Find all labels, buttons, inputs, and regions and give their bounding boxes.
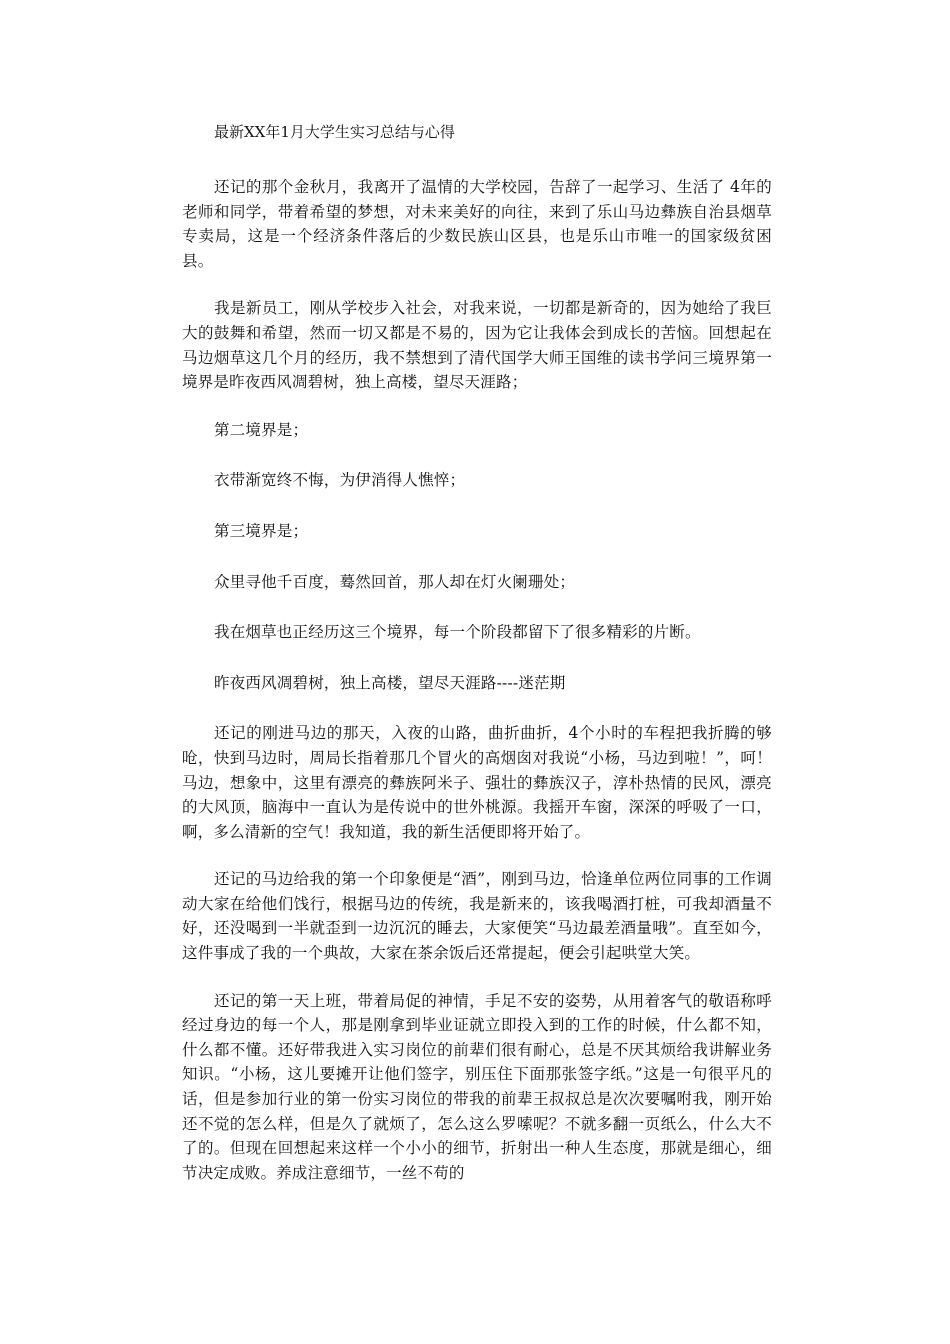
paragraph-4: 衣带渐宽终不悔，为伊消得人憔悴； <box>214 471 466 490</box>
section-heading-confusion-period: 昨夜西风凋碧树，独上高楼，望尽天涯路----迷茫期 <box>214 673 566 692</box>
document-page <box>182 120 772 1208</box>
paragraph-2: 我是新员工，刚从学校步入社会，对我来说，一切都是新奇的，因为她给了我巨大的鼓舞和希望，然而一切又都是不易的，因为它让我体会到成长的苦恼。回想起在马边烟草这几个月的经历，我不禁想到了清代国学大师王国维的读书学问三境界第一境界是昨夜西风凋碧树，独上高楼，望尽天涯路； <box>182 299 772 392</box>
paragraph-5: 第三境界是； <box>214 521 309 540</box>
document-title: 最新XX年1月大学生实习总结与心得 <box>214 123 455 141</box>
paragraph-6: 众里寻他千百度，蓦然回首，那人却在灯火阑珊处； <box>214 572 576 591</box>
paragraph-9: 还记的刚进马边的那天，入夜的山路，曲折曲折，4个小时的车程把我折腾的够呛，快到马边时，周局长指着那几个冒火的高烟囱对我说“小杨，马边到啦！”，呵！马边，想象中，这里有漂亮的彝族阿米子、强壮的彝族汉子，淳朴热情的民风，漂亮的大风顶，脑海中一直认为是传说中的世外桃源。我摇开车窗，深深的呼吸了一口，啊，多么清新的空气！我知道，我的新生活便即将开始了。 <box>182 724 772 841</box>
paragraph-1: 还记的那个金秋月，我离开了温情的大学校园，告辞了一起学习、生活了 4年的老师和同学，带着希望的梦想，对未来美好的向往，来到了乐山马边彝族自治县烟草专卖局，这是一个经济条件落后的少数民族山区县，也是乐山市唯一的国家级贫困县。 <box>182 178 772 270</box>
paragraph-10: 还记的马边给我的第一个印象便是“酒”，刚到马边，恰逢单位两位同事的工作调动大家在给他们饯行，根据马边的传统，我是新来的，该我喝酒打桩，可我却酒量不好，还没喝到一半就歪到一边沉沉的睡去，大家便笑“马边最差酒量哦”。直至如今，这件事成了我的一个典故，大家在茶余饭后还常提起，便会引起哄堂大笑。 <box>182 870 772 963</box>
paragraph-3: 第二境界是； <box>214 420 309 439</box>
paragraph-7: 我在烟草也正经历这三个境界，每一个阶段都留下了很多精彩的片断。 <box>214 623 701 642</box>
paragraph-11: 还记的第一天上班，带着局促的神情，手足不安的姿势，从用着客气的敬语称呼经过身边的每一个人，那是刚拿到毕业证就立即投入到的工作的时候，什么都不知，什么都不懂。还好带我进入实习岗位的前辈们很有耐心，总是不厌其烦给我讲解业务知识。“小杨，这儿要摊开让他们签字，别压住下面那张签字纸。”这是一句很平凡的话，但是参加行业的第一份实习岗位的带我的前辈王叔叔总是次次要嘱咐我，刚开始还不觉的怎么样，但是久了就烦了，怎么这么罗嗦呢？不就多翻一页纸么，什么大不了的。但现在回想起来这样一个小小的细节，折射出一种人生态度，那就是细心，细节决定成败。养成注意细节，一丝不苟的 <box>182 991 772 1182</box>
